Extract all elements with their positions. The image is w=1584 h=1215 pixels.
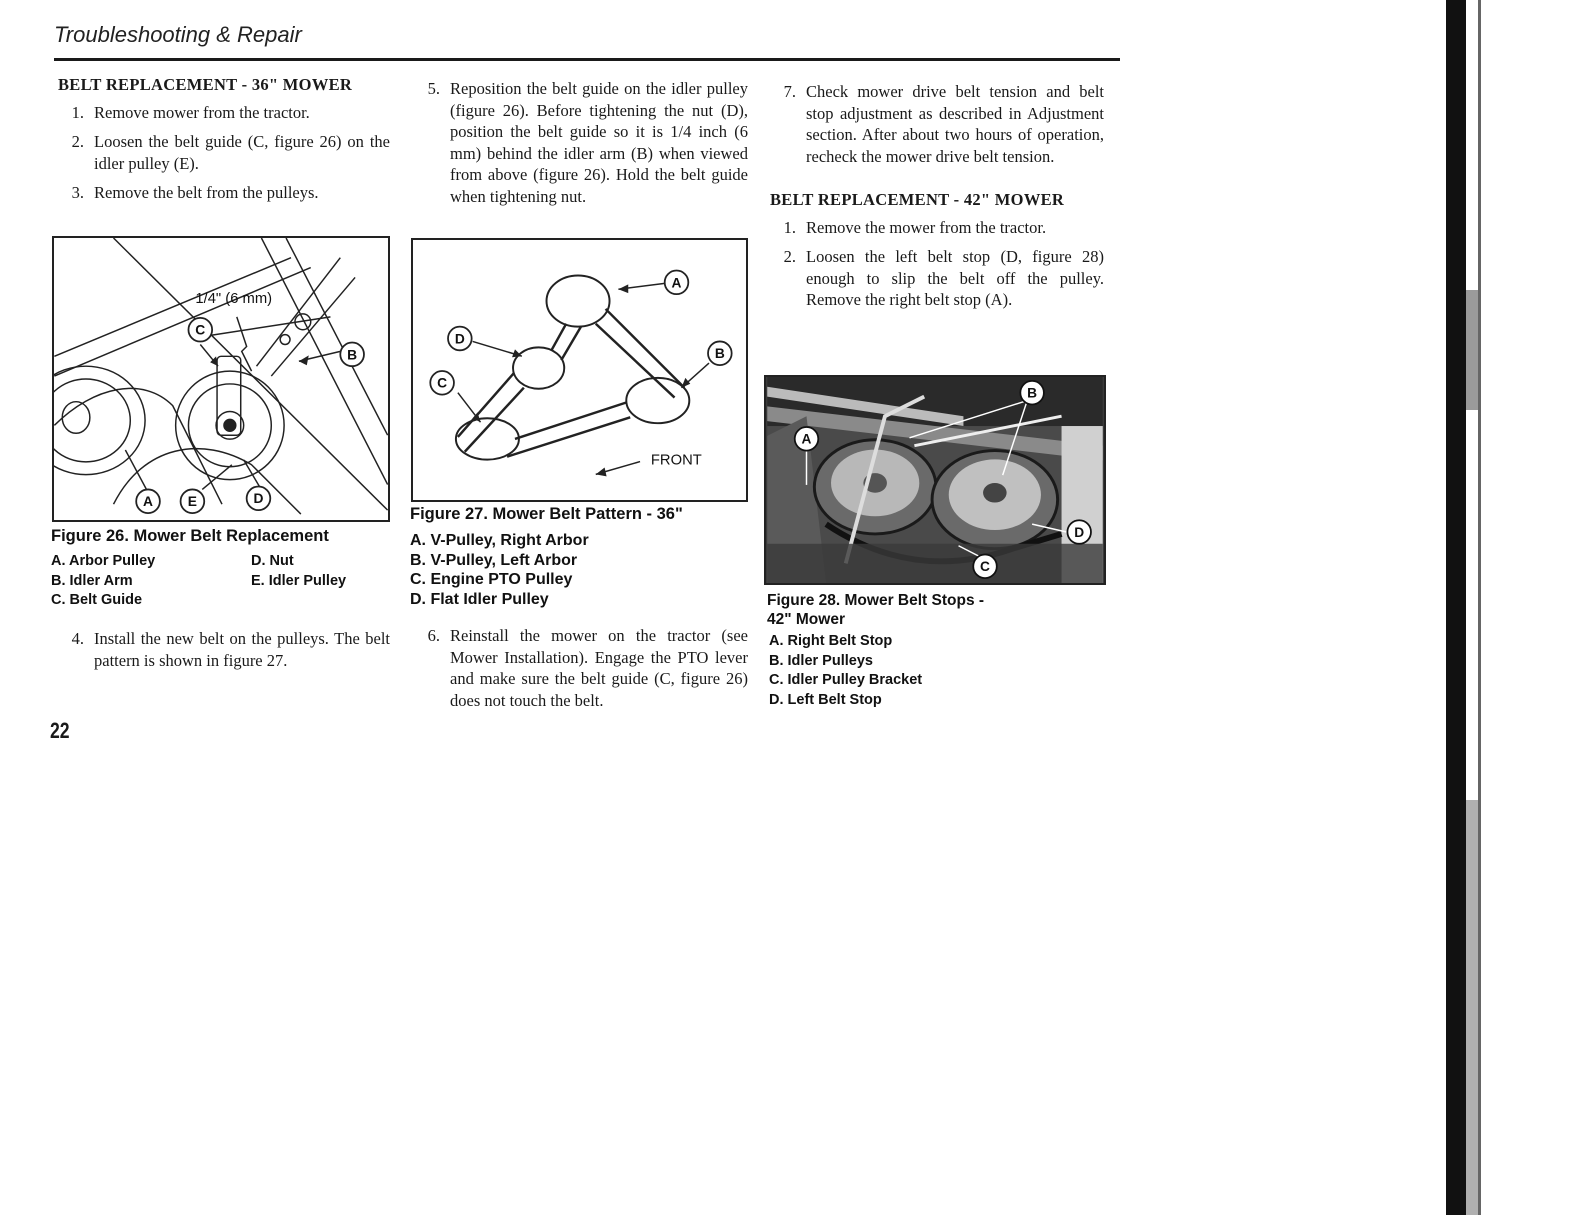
binding-edge (1446, 0, 1466, 1215)
figure-28-legend (769, 632, 922, 710)
figure-26-legend-right (251, 552, 346, 591)
step-text: Reposition the belt guide on the idler pulley (figure 26). Before tightening the nut (D), position the belt guide so it is 1/4 inch (6 mm) behind the idler arm (B) when viewed from above (figure 26). Hold the belt guide when tightening nut. (450, 79, 748, 206)
callout-a: A (671, 275, 682, 291)
step-number: 7. (783, 82, 796, 101)
figure-28-photo (764, 375, 1106, 585)
callout-d: D (253, 491, 264, 507)
step-1-42 (770, 217, 1104, 239)
figure-26-drawing (54, 238, 388, 520)
figure-28-drawing (766, 377, 1104, 583)
step-number: 6. (427, 626, 440, 645)
figure-27-illustration (411, 238, 748, 502)
step-number: 2. (71, 132, 84, 151)
step-number: 3. (71, 183, 84, 202)
column-2 (414, 78, 748, 215)
legend-item: B. Idler Pulleys (769, 652, 873, 669)
column-3 (770, 81, 1104, 319)
figure-28-caption-line1: Figure 28. Mower Belt Stops - (767, 592, 985, 609)
callout-b: B (1027, 385, 1038, 401)
callout-e: E (187, 494, 198, 510)
callout-d: D (454, 331, 465, 347)
figure-27-caption: Figure 27. Mower Belt Pattern - 36" (410, 505, 683, 523)
binding-shadow (1466, 290, 1478, 410)
callout-a: A (143, 494, 154, 510)
step-text: Remove mower from the tractor. (94, 102, 310, 122)
step-text: Loosen the left belt stop (D, figure 28) enough to slip the belt off the pulley. Remove the right belt stop (A). (806, 247, 1104, 309)
step-number: 5. (427, 79, 440, 98)
callout-c: C (195, 322, 206, 338)
legend-item: E. Idler Pulley (251, 572, 347, 589)
column-2-lower (414, 625, 748, 719)
front-label: FRONT (650, 452, 702, 469)
column-1 (58, 74, 390, 212)
callout-b: B (714, 346, 725, 362)
figure-28-caption (767, 591, 984, 629)
callout-c: C (437, 375, 448, 391)
callout-b: B (347, 347, 358, 363)
step-text: Remove the belt from the pulleys. (94, 183, 319, 202)
callout-d: D (1074, 524, 1085, 540)
section-heading-42: BELT REPLACEMENT - 42" MOWER (770, 190, 1065, 209)
section-heading-36: BELT REPLACEMENT - 36" MOWER (58, 75, 353, 94)
step-7 (770, 81, 1104, 167)
step-1 (58, 102, 390, 124)
section-header-title: Troubleshooting & Repair (54, 22, 302, 47)
step-text: Reinstall the mower on the tractor (see Mower Installation). Engage the PTO lever and make sure the belt guide (C, figure 26) does not touch the belt. (450, 626, 748, 710)
step-2 (58, 131, 390, 174)
figure-27-drawing (413, 240, 746, 500)
legend-item: C. Engine PTO Pulley (410, 571, 573, 588)
step-6 (414, 625, 748, 711)
column-1-lower (58, 628, 390, 679)
step-2-42 (770, 246, 1104, 311)
callout-a: A (801, 431, 812, 447)
step-3 (58, 182, 390, 204)
step-text: Check mower drive belt tension and belt stop adjustment as described in Adjustment section. After about two hours of operation, recheck the mower drive belt tension. (806, 82, 1104, 166)
figure-26-legend-left (51, 552, 155, 611)
step-4 (58, 628, 390, 671)
step-text: Install the new belt on the pulleys. The belt pattern is shown in figure 27. (94, 629, 390, 670)
legend-item: C. Belt Guide (51, 592, 143, 608)
step-number: 1. (783, 217, 796, 237)
step-number: 2. (783, 247, 796, 266)
step-text: Loosen the belt guide (C, figure 26) on the idler pulley (E). (94, 132, 390, 173)
binding-line (1478, 0, 1481, 1215)
figure-26-illustration (52, 236, 390, 522)
legend-item: B. Idler Arm (51, 572, 133, 589)
legend-item: C. Idler Pulley Bracket (769, 672, 923, 688)
binding-shadow (1466, 800, 1478, 1215)
step-5 (414, 78, 748, 207)
page-number: 22 (50, 718, 70, 743)
legend-item: D. Nut (251, 553, 294, 569)
legend-item: A. Arbor Pulley (51, 553, 156, 569)
dimension-label: 1/4" (6 mm) (195, 291, 273, 308)
legend-item: A. V-Pulley, Right Arbor (410, 532, 589, 549)
figure-28-caption-line2: 42" Mower (767, 611, 845, 628)
legend-item: D. Left Belt Stop (769, 691, 882, 708)
callout-c: C (980, 559, 990, 575)
header-rule (54, 58, 1120, 61)
figure-27-legend (410, 531, 589, 609)
step-text: Remove the mower from the tractor. (806, 217, 1047, 237)
legend-item: A. Right Belt Stop (769, 633, 893, 649)
figure-26-caption: Figure 26. Mower Belt Replacement (51, 527, 329, 545)
step-number: 4. (71, 629, 84, 648)
step-number: 1. (71, 102, 84, 122)
legend-item: D. Flat Idler Pulley (410, 590, 549, 608)
legend-item: B. V-Pulley, Left Arbor (410, 551, 578, 569)
